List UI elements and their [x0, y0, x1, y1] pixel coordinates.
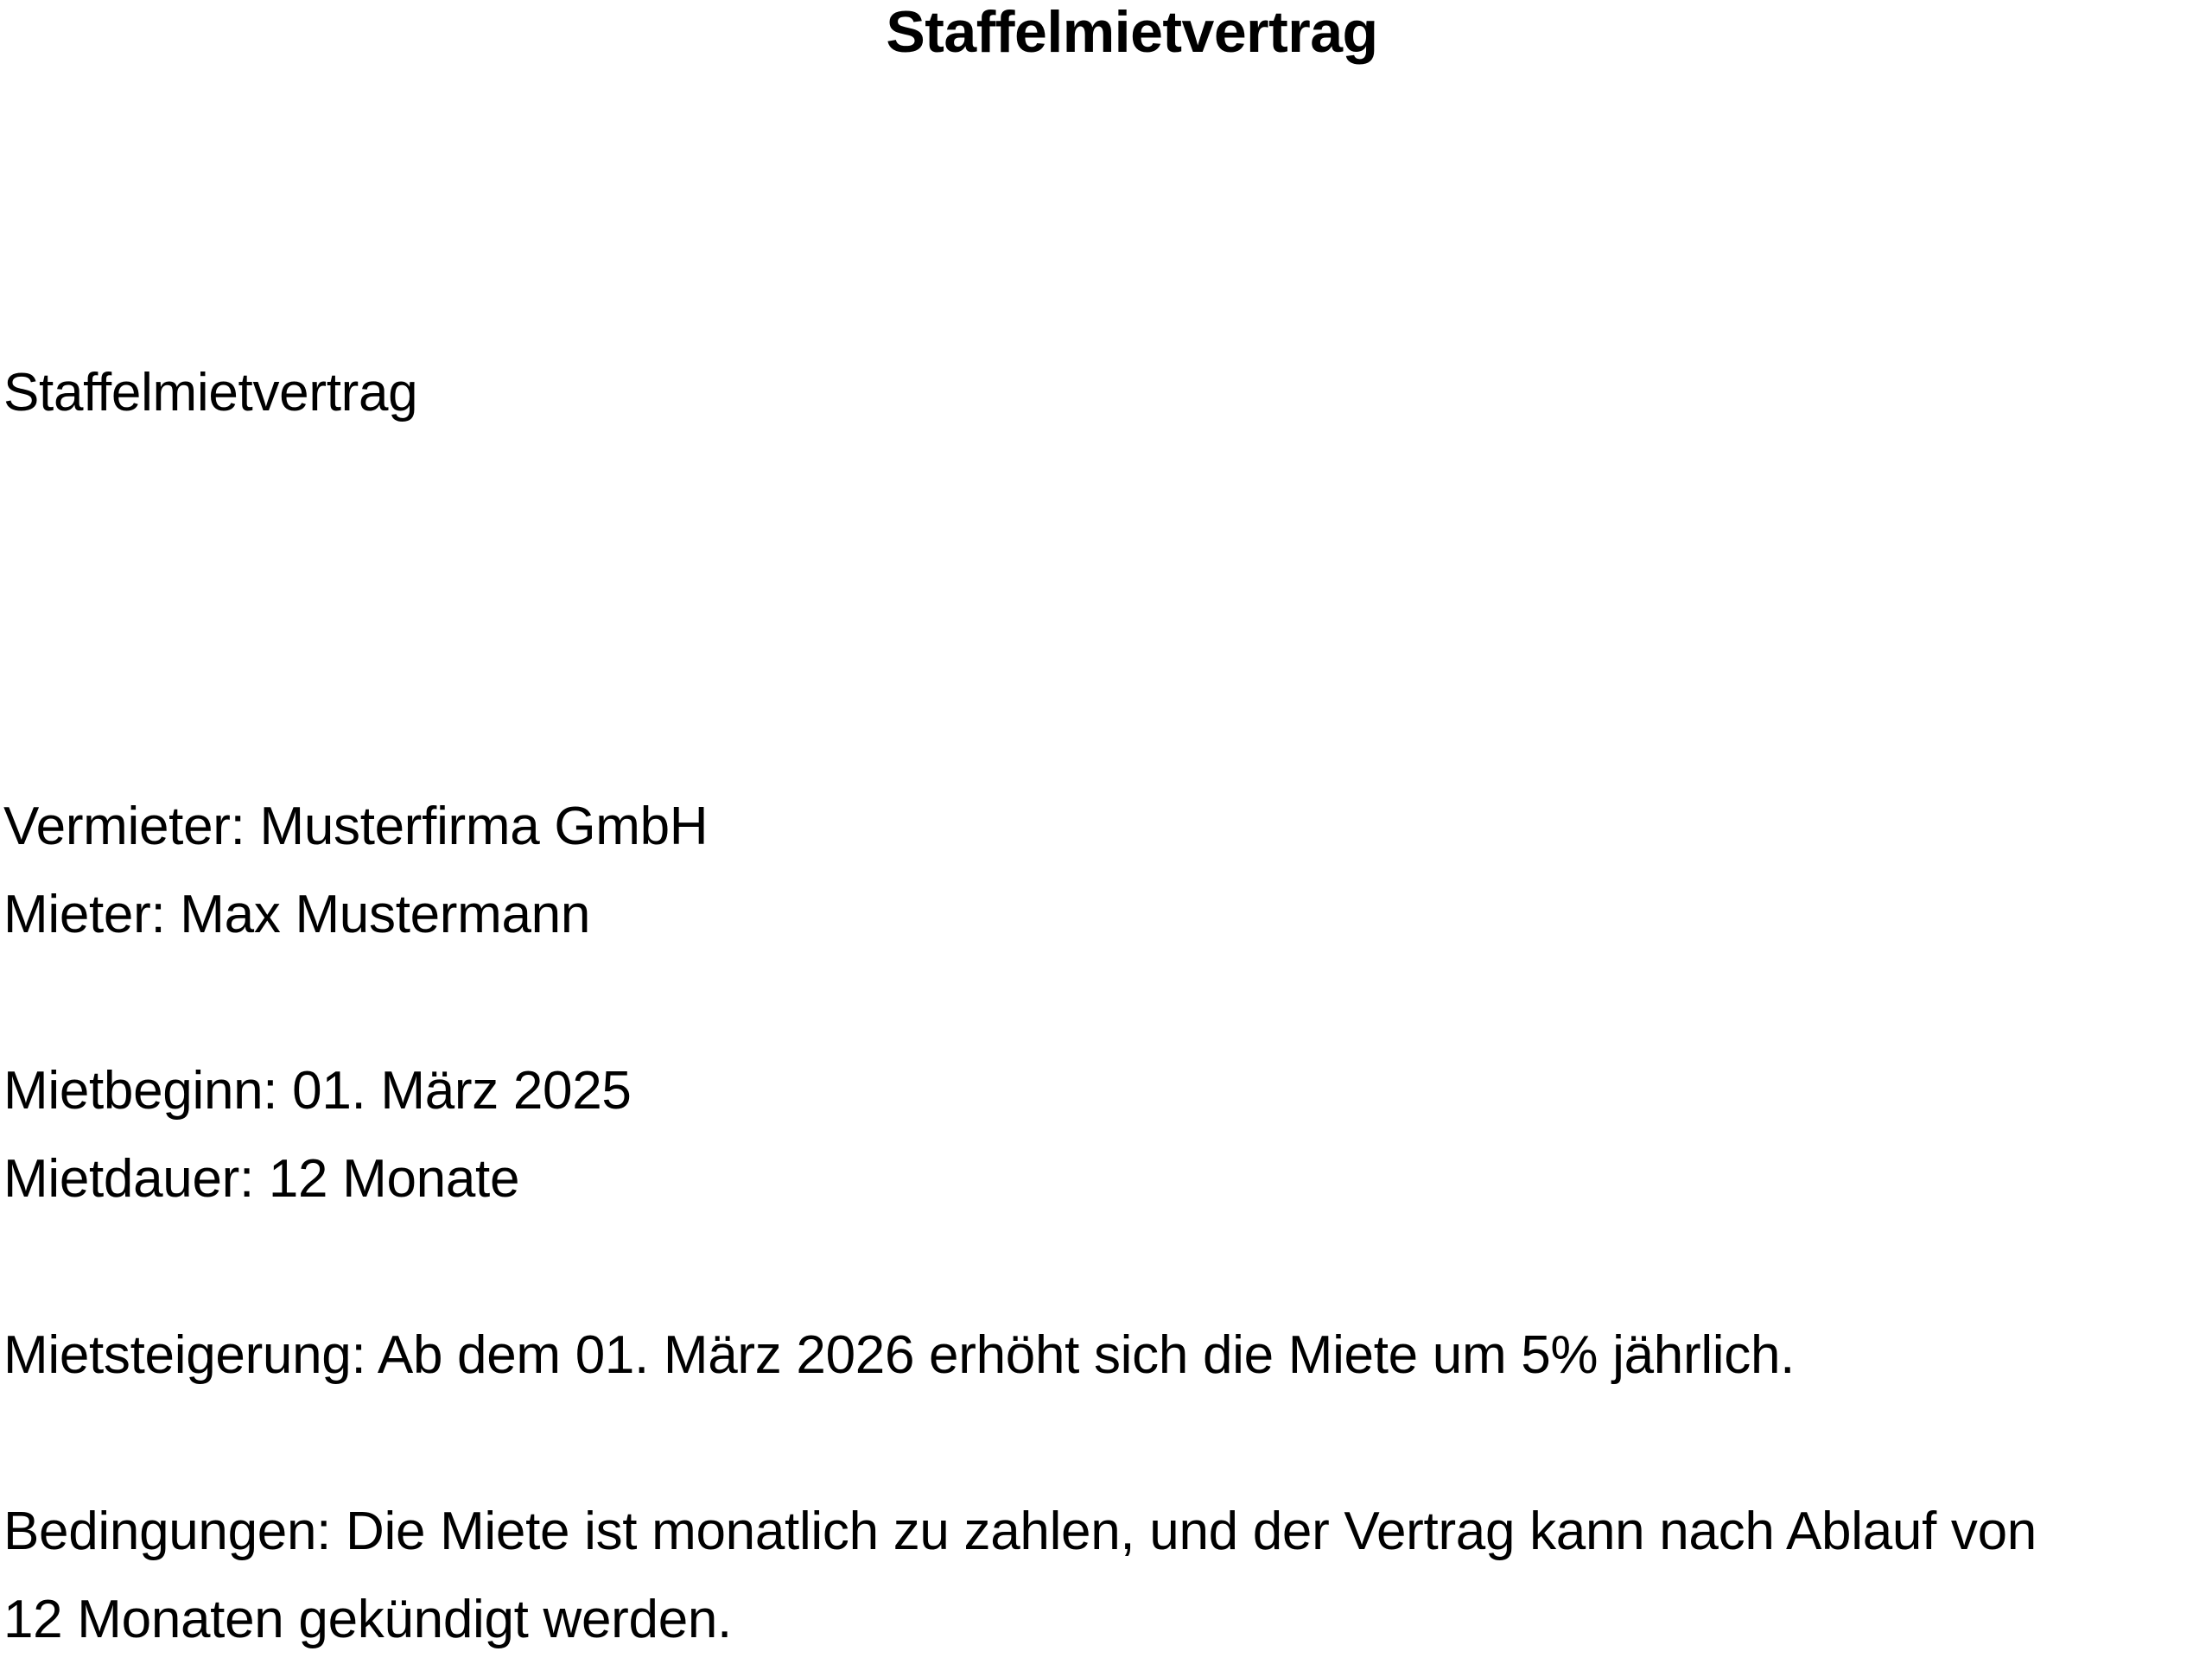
- rental-duration-line: Mietdauer: 12 Monate: [3, 1149, 520, 1209]
- rent-increase-line: Mietsteigerung: Ab dem 01. März 2026 erhöht sich die Miete um 5% jährlich.: [3, 1325, 1796, 1385]
- tenant-line: Mieter: Max Mustermann: [3, 885, 591, 944]
- landlord-line: Vermieter: Musterfirma GmbH: [3, 797, 709, 856]
- conditions-line-2: 12 Monaten gekündigt werden.: [3, 1590, 732, 1649]
- rental-start-line: Mietbeginn: 01. März 2025: [3, 1061, 632, 1121]
- document-title: Staffelmietvertrag: [886, 0, 1378, 65]
- document-subtitle: Staffelmietvertrag: [3, 363, 418, 422]
- conditions-line-1: Bedingungen: Die Miete ist monatlich zu zahlen, und der Vertrag kann nach Ablauf von: [3, 1502, 2037, 1561]
